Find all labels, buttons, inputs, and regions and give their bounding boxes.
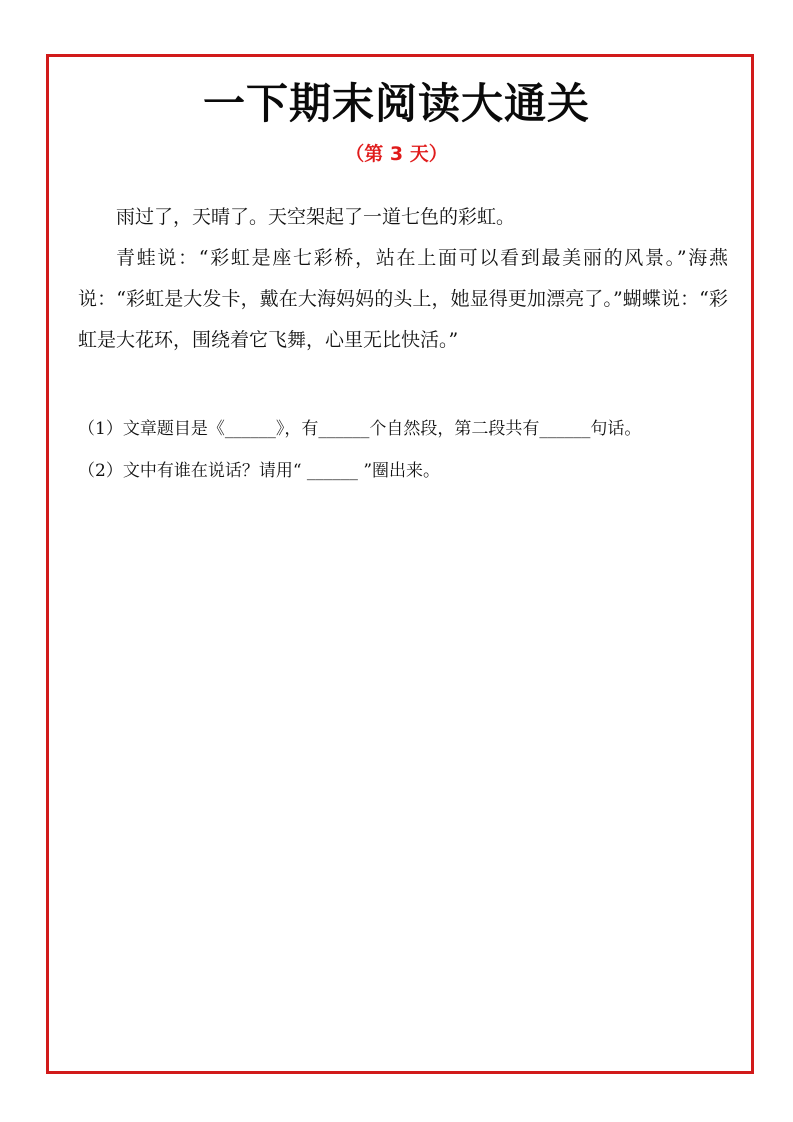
question-2: （2）文中有谁在说话？请用“ ______ ”圈出来。 [78, 461, 441, 481]
reading-passage [78, 197, 728, 361]
page-title: 一下期末阅读大通关 [202, 79, 590, 128]
passage-paragraph-2: 青蛙说：“彩虹是座七彩桥，站在上面可以看到最美丽的风景。”海燕说：“彩虹是大发卡，戴在大海妈妈的头上，她显得更加漂亮了。”蝴蝶说：“彩虹是大花环，围绕着它飞舞，心里无比快活。” [78, 247, 728, 351]
day-subtitle: （第 3 天） [345, 143, 448, 165]
question-list [78, 408, 738, 492]
question-1: （1）文章题目是《______》，有______个自然段，第二段共有______句话。 [78, 419, 642, 439]
passage-paragraph-1: 雨过了，天晴了。天空架起了一道七色的彩虹。 [116, 206, 516, 228]
